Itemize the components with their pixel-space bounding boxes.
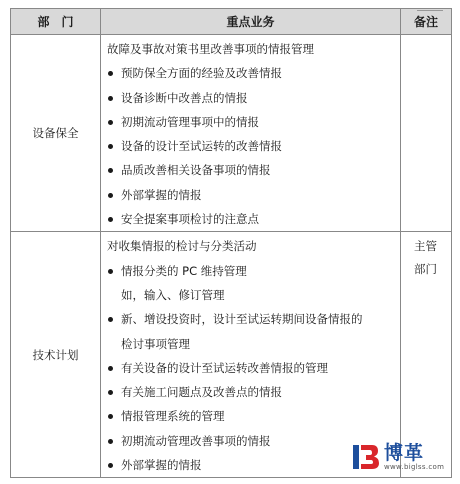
list-item — [107, 110, 400, 134]
list-item — [107, 61, 400, 85]
list-item-text: 品质改善相关设备事项的情报 — [121, 163, 271, 178]
bullet-icon — [108, 217, 113, 222]
list-item — [107, 259, 400, 283]
bullet-icon — [108, 168, 113, 173]
list-item — [107, 404, 400, 428]
bullet-icon — [108, 269, 113, 274]
bullet-icon — [108, 71, 113, 76]
business-table-container — [10, 8, 451, 478]
key-business-cell — [101, 35, 401, 232]
bullet-icon — [108, 144, 113, 149]
corner-mark — [417, 4, 443, 11]
list-item-text: 故障及事故对策书里改善事项的情报管理 — [107, 42, 314, 56]
list-item — [107, 183, 400, 207]
logo-url: www.biglss.com — [384, 462, 445, 471]
list-item — [107, 356, 400, 380]
list-item-text: 设备的设计至试运转的改善情报 — [121, 139, 282, 154]
list-item-text: 检讨事项管理 — [121, 336, 190, 351]
list-item-text: 初期流动管理改善事项的情报 — [121, 433, 271, 448]
list-item — [107, 207, 400, 231]
list-item — [107, 307, 400, 331]
list-item — [107, 158, 400, 182]
bullet-icon — [108, 96, 113, 101]
key-business-table — [10, 8, 452, 478]
list-item-text: 如，输入、修订管理 — [121, 287, 225, 302]
header-note: 备注 — [401, 9, 452, 35]
bullet-icon — [108, 366, 113, 371]
list-item — [107, 234, 400, 258]
bullet-icon — [108, 463, 113, 468]
list-item-text: 安全提案事项检讨的注意点 — [121, 212, 259, 227]
bige-logo — [352, 440, 452, 474]
bullet-icon — [108, 317, 113, 322]
list-item-text: 情报管理系统的管理 — [121, 409, 225, 424]
list-item — [107, 134, 400, 158]
note-line: 部门 — [414, 262, 437, 277]
header-row — [11, 9, 452, 35]
note-line: 主管 — [414, 239, 437, 254]
list-item-text: 情报分类的 PC 维持管理 — [121, 263, 247, 278]
list-item-text: 初期流动管理事项中的情报 — [121, 114, 259, 129]
list-item-text: 外部掌握的情报 — [121, 458, 202, 473]
list-item-text: 新、增设投资时，设计至试运转期间设备情报的 — [121, 312, 363, 327]
list-item-text: 对收集情报的检讨与分类活动 — [107, 239, 257, 254]
table-row — [11, 35, 452, 232]
list-item — [107, 283, 400, 307]
bullet-icon — [108, 120, 113, 125]
bullet-icon — [108, 193, 113, 198]
department-cell: 设备保全 — [11, 35, 101, 232]
list-item-text: 有关设备的设计至试运转改善情报的管理 — [121, 360, 328, 375]
department-cell: 技术计划 — [11, 232, 101, 478]
list-item-text: 预防保全方面的经验及改善情报 — [121, 66, 282, 81]
header-key-business: 重点业务 — [101, 9, 401, 35]
note-cell — [401, 35, 452, 232]
bullet-icon — [108, 414, 113, 419]
list-item — [107, 380, 400, 404]
header-department: 部 门 — [11, 9, 101, 35]
list-item — [107, 332, 400, 356]
logo-mark-icon — [352, 443, 380, 471]
list-item-text: 外部掌握的情报 — [121, 187, 202, 202]
logo-name: 博革 — [384, 441, 425, 464]
list-item-text: 有关施工问题点及改善点的情报 — [121, 385, 282, 400]
bullet-icon — [108, 390, 113, 395]
bullet-icon — [108, 439, 113, 444]
list-item-text: 设备诊断中改善点的情报 — [121, 90, 248, 105]
list-item — [107, 86, 400, 110]
list-item — [107, 37, 400, 61]
